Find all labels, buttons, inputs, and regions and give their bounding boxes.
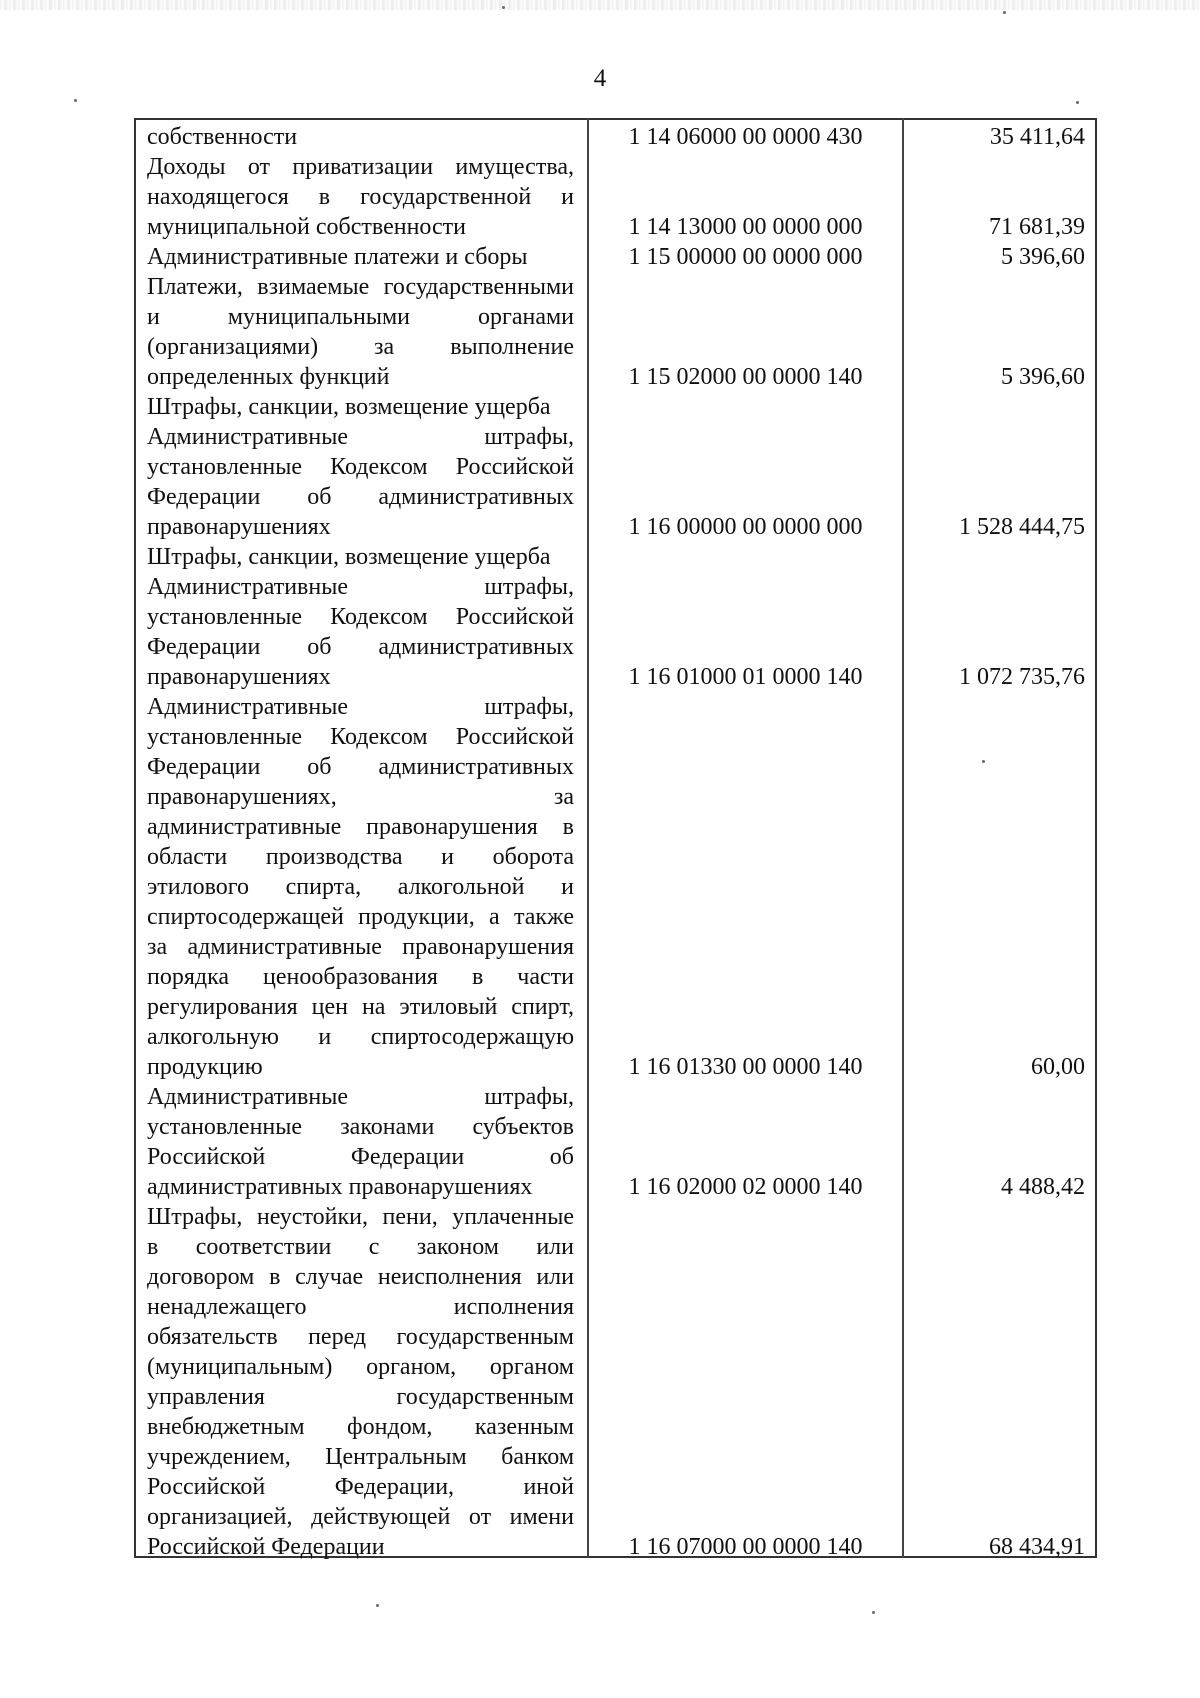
- income-name-line: Российской Федерации, иной: [147, 1474, 574, 1500]
- income-name-line: правонарушениях: [147, 664, 331, 690]
- income-name-line: Федерации об административных: [147, 754, 574, 780]
- scan-speck: [74, 99, 77, 102]
- amount-cell: 35 411,64: [989, 124, 1085, 150]
- income-name-line: установленные законами субъектов: [147, 1114, 574, 1140]
- income-name-line: алкогольную и спиртосодержащую: [147, 1024, 574, 1050]
- income-name-line: правонарушениях, за: [147, 784, 574, 810]
- budget-code-cell: 1 14 06000 00 0000 430: [628, 124, 863, 150]
- amount-cell: 5 396,60: [1001, 364, 1085, 390]
- income-name-line: административные правонарушения в: [147, 814, 574, 840]
- table-row: [136, 392, 1095, 542]
- income-name-line: спиртосодержащей продукции, а также: [147, 904, 574, 930]
- income-name-line: Платежи, взимаемые государственными: [147, 274, 574, 300]
- income-name-line: Федерации об административных: [147, 484, 574, 510]
- income-name-cell: [136, 392, 588, 542]
- income-name-cell: [136, 692, 588, 1082]
- budget-code-cell: 1 15 00000 00 0000 000: [628, 244, 863, 270]
- income-table: [136, 122, 1095, 1562]
- income-name-cell: [136, 1082, 588, 1202]
- income-name-line: Административные штрафы,: [147, 694, 574, 720]
- amount-cell: 5 396,60: [1001, 244, 1085, 270]
- budget-code-cell: 1 16 07000 00 0000 140: [628, 1534, 863, 1560]
- income-name-line: Административные штрафы,: [147, 1084, 574, 1110]
- budget-code-cell: 1 15 02000 00 0000 140: [628, 364, 863, 390]
- income-name-line: организацией, действующей от имени: [147, 1504, 574, 1530]
- table-row: [136, 122, 1095, 152]
- scan-speck: [1003, 11, 1006, 14]
- income-name-line: Административные штрафы,: [147, 574, 574, 600]
- amount-cell: 4 488,42: [1001, 1174, 1085, 1200]
- income-name-line: Штрафы, неустойки, пени, уплаченные: [147, 1204, 574, 1230]
- amount-cell: 68 434,91: [989, 1534, 1085, 1560]
- budget-code-cell: 1 16 02000 02 0000 140: [628, 1174, 863, 1200]
- income-name-line: административных правонарушениях: [147, 1174, 533, 1200]
- income-name-line: Федерации об административных: [147, 634, 574, 660]
- income-name-line: Российской Федерации: [147, 1534, 385, 1560]
- income-name-cell: [136, 1202, 588, 1562]
- amount-cell: 1 528 444,75: [959, 514, 1085, 540]
- income-name-line: (организациями) за выполнение: [147, 334, 574, 360]
- budget-code-cell: 1 16 00000 00 0000 000: [628, 514, 863, 540]
- income-name-line: установленные Кодексом Российской: [147, 604, 574, 630]
- table-row: [136, 152, 1095, 242]
- scan-speck: [1076, 101, 1079, 104]
- income-name-cell: [136, 152, 588, 242]
- income-name-cell: [136, 122, 588, 152]
- income-name-line: правонарушениях: [147, 514, 331, 540]
- budget-code-cell: 1 16 01330 00 0000 140: [628, 1054, 863, 1080]
- table-row: [136, 692, 1095, 1082]
- income-name-line: Российской Федерации об: [147, 1144, 574, 1170]
- income-name-line: управления государственным: [147, 1384, 574, 1410]
- income-name-line: ненадлежащего исполнения: [147, 1294, 574, 1320]
- income-name-line: Административные платежи и сборы: [147, 244, 528, 270]
- income-name-line: собственности: [147, 124, 298, 150]
- income-name-line: продукцию: [147, 1054, 263, 1080]
- income-name-cell: [136, 272, 588, 392]
- table-row: [136, 272, 1095, 392]
- income-name-line: порядка ценообразования в части: [147, 964, 574, 990]
- amount-cell: 71 681,39: [989, 214, 1085, 240]
- table-row: [136, 1082, 1095, 1202]
- budget-code-cell: 1 16 01000 01 0000 140: [628, 664, 863, 690]
- income-name-line: Штрафы, санкции, возмещение ущерба: [147, 544, 551, 570]
- income-name-line: учреждением, Центральным банком: [147, 1444, 574, 1470]
- income-name-line: определенных функций: [147, 364, 390, 390]
- scan-speck: [376, 1604, 379, 1607]
- income-name-line: этилового спирта, алкогольной и: [147, 874, 574, 900]
- income-name-line: (муниципальным) органом, органом: [147, 1354, 574, 1380]
- amount-cell: 60,00: [1031, 1054, 1085, 1080]
- income-name-line: Административные штрафы,: [147, 424, 574, 450]
- income-name-line: за административные правонарушения: [147, 934, 574, 960]
- income-name-line: области производства и оборота: [147, 844, 574, 870]
- income-name-line: находящегося в государственной и: [147, 184, 574, 210]
- income-name-cell: [136, 542, 588, 692]
- table-row: [136, 242, 1095, 272]
- table-row: [136, 1202, 1095, 1562]
- income-name-line: договором в случае неисполнения или: [147, 1264, 574, 1290]
- amount-cell: 1 072 735,76: [959, 664, 1085, 690]
- income-name-line: установленные Кодексом Российской: [147, 724, 574, 750]
- income-name-cell: [136, 242, 588, 272]
- income-name-line: Штрафы, санкции, возмещение ущерба: [147, 394, 551, 420]
- income-name-line: внебюджетным фондом, казенным: [147, 1414, 574, 1440]
- income-name-line: обязательств перед государственным: [147, 1324, 574, 1350]
- budget-code-cell: 1 14 13000 00 0000 000: [628, 214, 863, 240]
- scan-speck: [872, 1611, 875, 1614]
- scan-speck: [502, 6, 505, 9]
- income-name-line: муниципальной собственности: [147, 214, 466, 240]
- table-row: [136, 542, 1095, 692]
- page-number: 4: [593, 65, 607, 92]
- scan-edge-noise: [0, 0, 1200, 10]
- income-name-line: и муниципальными органами: [147, 304, 574, 330]
- income-name-line: Доходы от приватизации имущества,: [147, 154, 574, 180]
- income-name-line: установленные Кодексом Российской: [147, 454, 574, 480]
- income-name-line: регулирования цен на этиловый спирт,: [147, 994, 574, 1020]
- income-name-line: в соответствии с законом или: [147, 1234, 574, 1260]
